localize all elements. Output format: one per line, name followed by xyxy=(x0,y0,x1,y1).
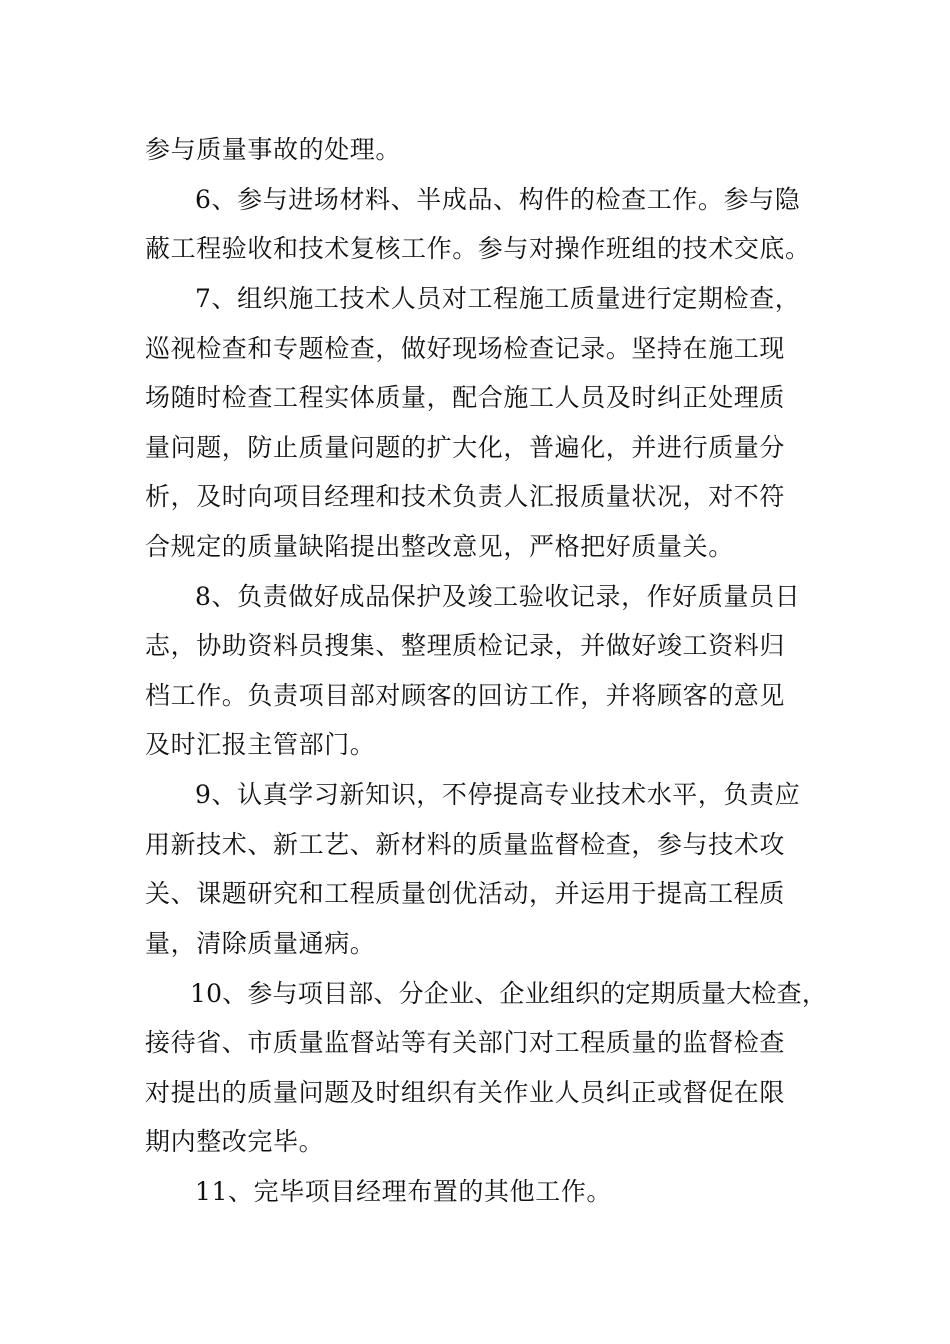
text-line: 合规定的质量缺陷提出整改意见，严格把好质量关。 xyxy=(145,532,734,561)
text-line: 及时汇报主管部门。 xyxy=(145,730,376,759)
text-line: 10、参与项目部、分企业、企业组织的定期质量大检查， xyxy=(190,979,828,1008)
text-line: 8、负责做好成品保护及竣工验收记录，作好质量员日 xyxy=(195,582,801,611)
text-line: 11、完毕项目经理布置的其他工作。 xyxy=(195,1177,613,1206)
text-line: 期内整改完毕。 xyxy=(145,1127,325,1156)
text-line: 6、参与进场材料、半成品、构件的检查工作。参与隐 xyxy=(195,185,801,214)
text-line: 量问题，防止质量问题的扩大化，普遍化，并进行质量分 xyxy=(145,433,786,462)
text-line: 析，及时向项目经理和技术负责人汇报质量状况，对不符 xyxy=(145,482,786,511)
text-line: 用新技术、新工艺、新材料的质量监督检查，参与技术攻 xyxy=(145,830,786,859)
text-line: 量，清除质量通病。 xyxy=(145,929,376,958)
text-line: 档工作。负责项目部对顾客的回访工作，并将顾客的意见 xyxy=(145,681,786,710)
text-line: 7、组织施工技术人员对工程施工质量进行定期检查， xyxy=(195,284,801,313)
text-line: 参与质量事故的处理。 xyxy=(145,135,402,164)
text-line: 接待省、市质量监督站等有关部门对工程质量的监督检查 xyxy=(145,1028,786,1057)
text-line: 关、课题研究和工程质量创优活动，并运用于提高工程质 xyxy=(145,879,786,908)
text-line: 志，协助资料员搜集、整理质检记录，并做好竣工资料归 xyxy=(145,631,786,660)
text-line: 巡视检查和专题检查，做好现场检查记录。坚持在施工现 xyxy=(145,334,786,363)
text-line: 9、认真学习新知识，不停提高专业技术水平，负责应 xyxy=(195,780,801,809)
text-line: 对提出的质量问题及时组织有关作业人员纠正或督促在限 xyxy=(145,1078,786,1107)
text-line: 场随时检查工程实体质量，配合施工人员及时纠正处理质 xyxy=(145,383,786,412)
text-line: 蔽工程验收和技术复核工作。参与对操作班组的技术交底。 xyxy=(145,234,811,263)
